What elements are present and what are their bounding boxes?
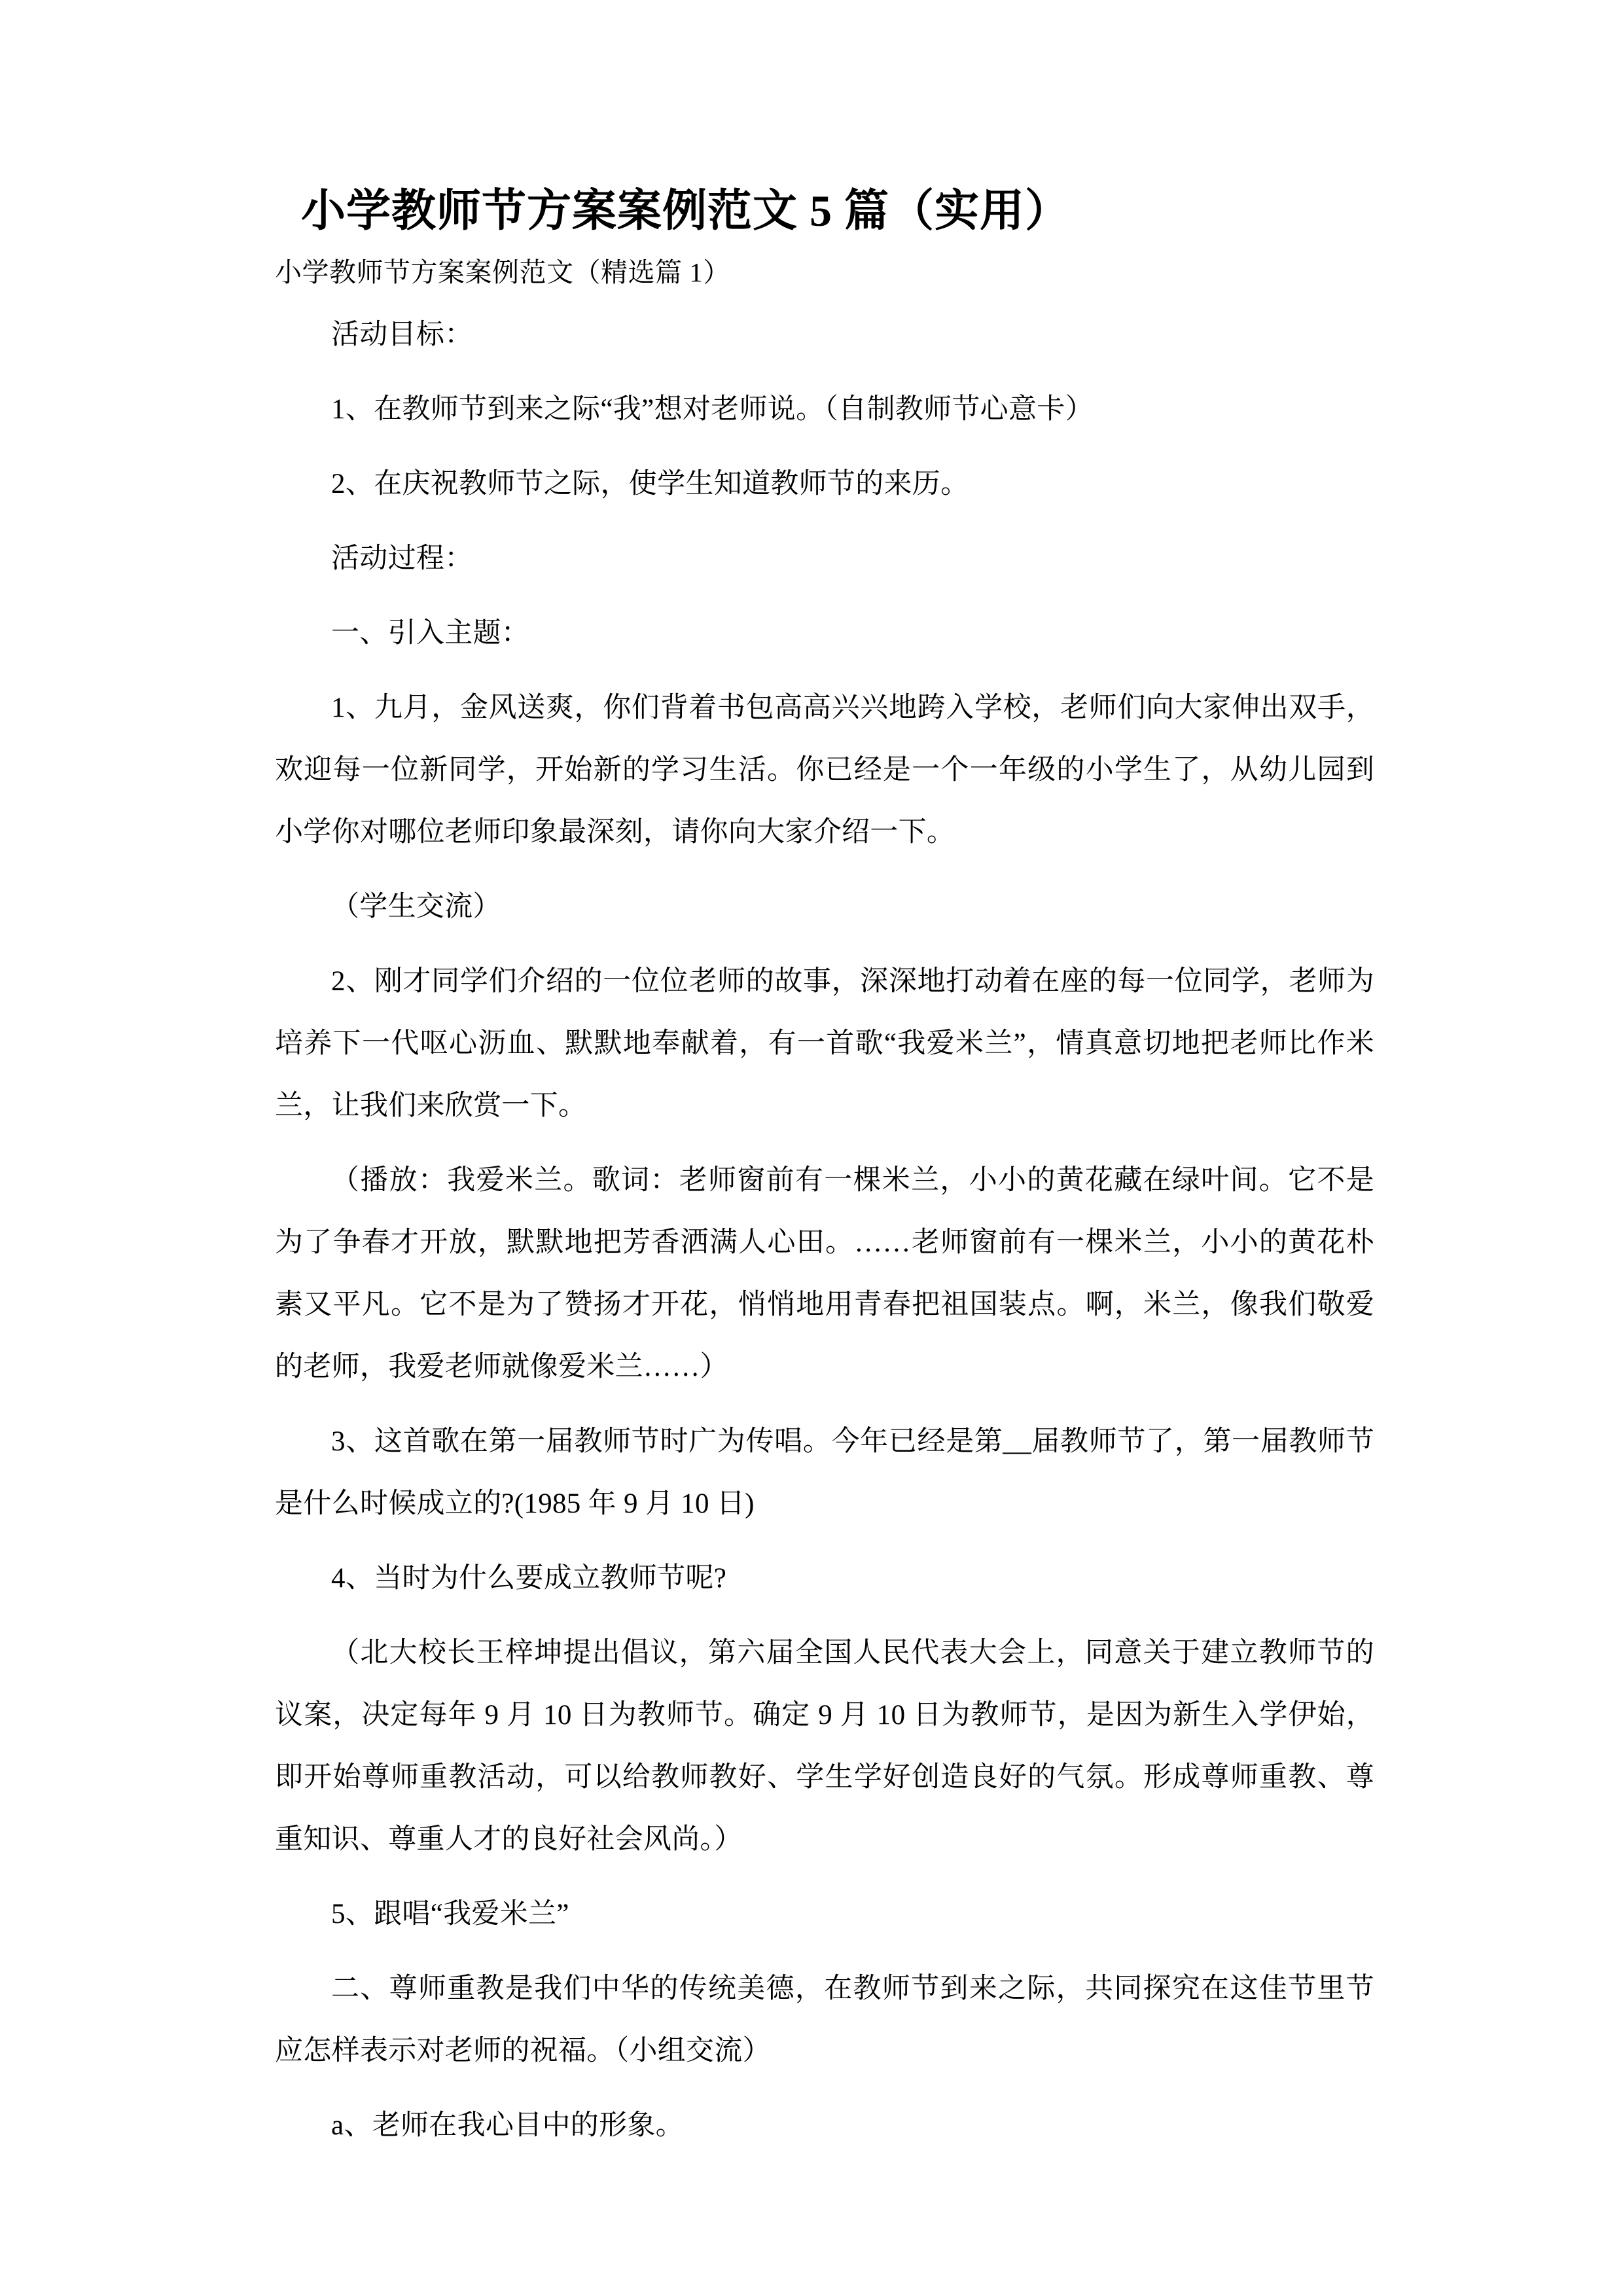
process-item-1: 1、九月，金风送爽，你们背着书包高高兴兴地跨入学校，老师们向大家伸出双手，欢迎每一位新同学，开始新的学习生活。你已经是一个一年级的小学生了，从幼儿园到小学你对哪位老师印象最深刻，请你向大家介绍一下。: [275, 692, 1374, 848]
document-body: [275, 183, 1374, 2169]
goal-item-1: 1、在教师节到来之际“我”想对老师说。（自制教师节心意卡）: [331, 394, 1094, 425]
goal-item-2: 2、在庆祝教师节之际，使学生知道教师节的来历。: [331, 469, 969, 500]
teachers-day-origin-paragraph: （北大校长王梓坤提出倡议，第六届全国人民代表大会上，同意关于建立教师节的议案，决定每年 9 月 10 日为教师节。确定 9 月 10 日为教师节，是因为新生入学伊始，即开始尊师重教活动，可以给教师教好、学生学好创造良好的气氛。形成尊师重教、尊重知识、尊重人才的良好社会风尚。）: [275, 1638, 1374, 1856]
process-item-4: 4、当时为什么要成立教师节呢?: [331, 1563, 727, 1594]
song-lyrics-paragraph: （播放：我爱米兰。歌词：老师窗前有一棵米兰，小小的黄花藏在绿叶间。它不是为了争春才开放，默默地把芳香洒满人心田。……老师窗前有一棵米兰，小小的黄花朴素又平凡。它不是为了赞扬才开花，悄悄地用青春把祖国装点。啊，米兰，像我们敬爱的老师，我爱老师就像爱米兰……）: [275, 1165, 1374, 1383]
activity-process-heading: 活动过程：: [331, 543, 473, 575]
process-item-3: 3、这首歌在第一届教师节时广为传唱。今年已经是第__届教师节了，第一届教师节是什么时候成立的?(1985 年 9 月 10 日): [275, 1426, 1374, 1520]
section-one-heading: 一、引入主题：: [331, 618, 530, 649]
document-subtitle: 小学教师节方案案例范文（精选篇 1）: [275, 257, 730, 287]
section-two-heading: 二、尊师重教是我们中华的传统美德，在教师节到来之际，共同探究在这佳节里节应怎样表示对老师的祝福。（小组交流）: [275, 1973, 1374, 2067]
activity-goals-heading: 活动目标：: [331, 319, 473, 351]
page-title: 小学教师节方案案例范文 5 篇（实用）: [301, 186, 1071, 236]
sub-item-a: a、老师在我心目中的形象。: [331, 2110, 684, 2142]
process-item-5: 5、跟唱“我爱米兰”: [331, 1899, 569, 1930]
student-exchange-note: （学生交流）: [331, 891, 501, 923]
process-item-2: 2、刚才同学们介绍的一位位老师的故事，深深地打动着在座的每一位同学，老师为培养下一代呕心沥血、默默地奉献着，有一首歌“我爱米兰”，情真意切地把老师比作米兰，让我们来欣赏一下。: [275, 966, 1374, 1122]
